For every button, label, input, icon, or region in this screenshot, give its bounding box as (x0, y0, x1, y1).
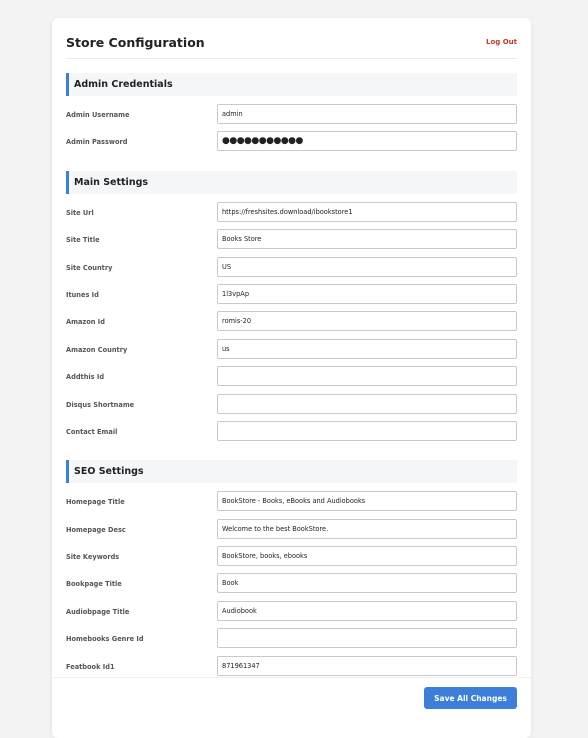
card-footer (52, 677, 531, 728)
field-row-homepage-title (66, 489, 517, 516)
field-label: Homepage Title (66, 498, 125, 507)
save-all-changes-button[interactable]: Save All Changes (424, 687, 517, 709)
field-label: Admin Username (66, 111, 130, 119)
section-header-main-settings: Main Settings (66, 171, 517, 194)
field-row-admin-password (66, 129, 517, 156)
homepage-title-input[interactable] (217, 491, 517, 511)
card-header (66, 18, 517, 59)
logout-link[interactable]: Log Out (486, 38, 517, 46)
field-row-bookpage-title (66, 571, 517, 598)
page-title: Store Configuration (66, 35, 205, 50)
admin-password-input[interactable] (217, 131, 517, 151)
homebooks-genre-id-input[interactable] (217, 628, 517, 648)
field-row-audiobpage-title (66, 599, 517, 626)
admin-username-input[interactable] (217, 104, 517, 124)
field-label: Disqus Shortname (66, 400, 135, 409)
field-label: Audiobpage Title (66, 607, 130, 616)
field-row-disqus-shortname (66, 392, 517, 419)
field-label: Site Keywords (66, 553, 120, 562)
addthis-id-input[interactable] (217, 366, 517, 386)
field-label: Site Country (66, 263, 113, 272)
field-label: Homebooks Genre Id (66, 635, 144, 644)
site-url-input[interactable] (217, 202, 517, 222)
field-row-admin-username (66, 102, 517, 129)
site-country-input[interactable] (217, 257, 517, 277)
amazon-id-input[interactable] (217, 311, 517, 331)
bookpage-title-input[interactable] (217, 573, 517, 593)
settings-form[interactable] (66, 59, 517, 697)
itunes-id-input[interactable] (217, 284, 517, 304)
field-row-site-title (66, 227, 517, 254)
section-header-admin-credentials: Admin Credentials (66, 73, 517, 96)
contact-email-input[interactable] (217, 421, 517, 441)
site-title-input[interactable] (217, 229, 517, 249)
field-label: Admin Password (66, 138, 128, 147)
field-label: Amazon Country (66, 345, 128, 354)
field-row-amazon-id (66, 309, 517, 336)
audiobpage-title-input[interactable] (217, 601, 517, 621)
field-row-contact-email (66, 419, 517, 446)
field-label: Addthis Id (66, 373, 105, 382)
field-row-addthis-id (66, 364, 517, 391)
field-row-homebooks-genre-id (66, 626, 517, 653)
section-header-seo-settings: SEO Settings (66, 460, 517, 483)
field-label: Bookpage Title (66, 580, 122, 589)
disqus-shortname-input[interactable] (217, 394, 517, 414)
field-label: Featbook Id1 (66, 662, 115, 671)
homepage-desc-input[interactable] (217, 519, 517, 539)
field-label: Itunes Id (66, 290, 99, 299)
field-row-homepage-desc (66, 517, 517, 544)
amazon-country-input[interactable] (217, 339, 517, 359)
field-label: Contact Email (66, 427, 118, 436)
site-keywords-input[interactable] (217, 546, 517, 566)
featbook-id1-input[interactable] (217, 656, 517, 676)
field-label: Amazon Id (66, 318, 105, 327)
field-row-site-keywords (66, 544, 517, 571)
field-row-site-url (66, 200, 517, 227)
field-row-itunes-id (66, 282, 517, 309)
field-row-amazon-country (66, 337, 517, 364)
config-card (52, 18, 531, 738)
field-label: Site Url (66, 208, 94, 217)
field-row-site-country (66, 255, 517, 282)
field-label: Site Title (66, 236, 100, 245)
field-label: Homepage Desc (66, 525, 126, 534)
